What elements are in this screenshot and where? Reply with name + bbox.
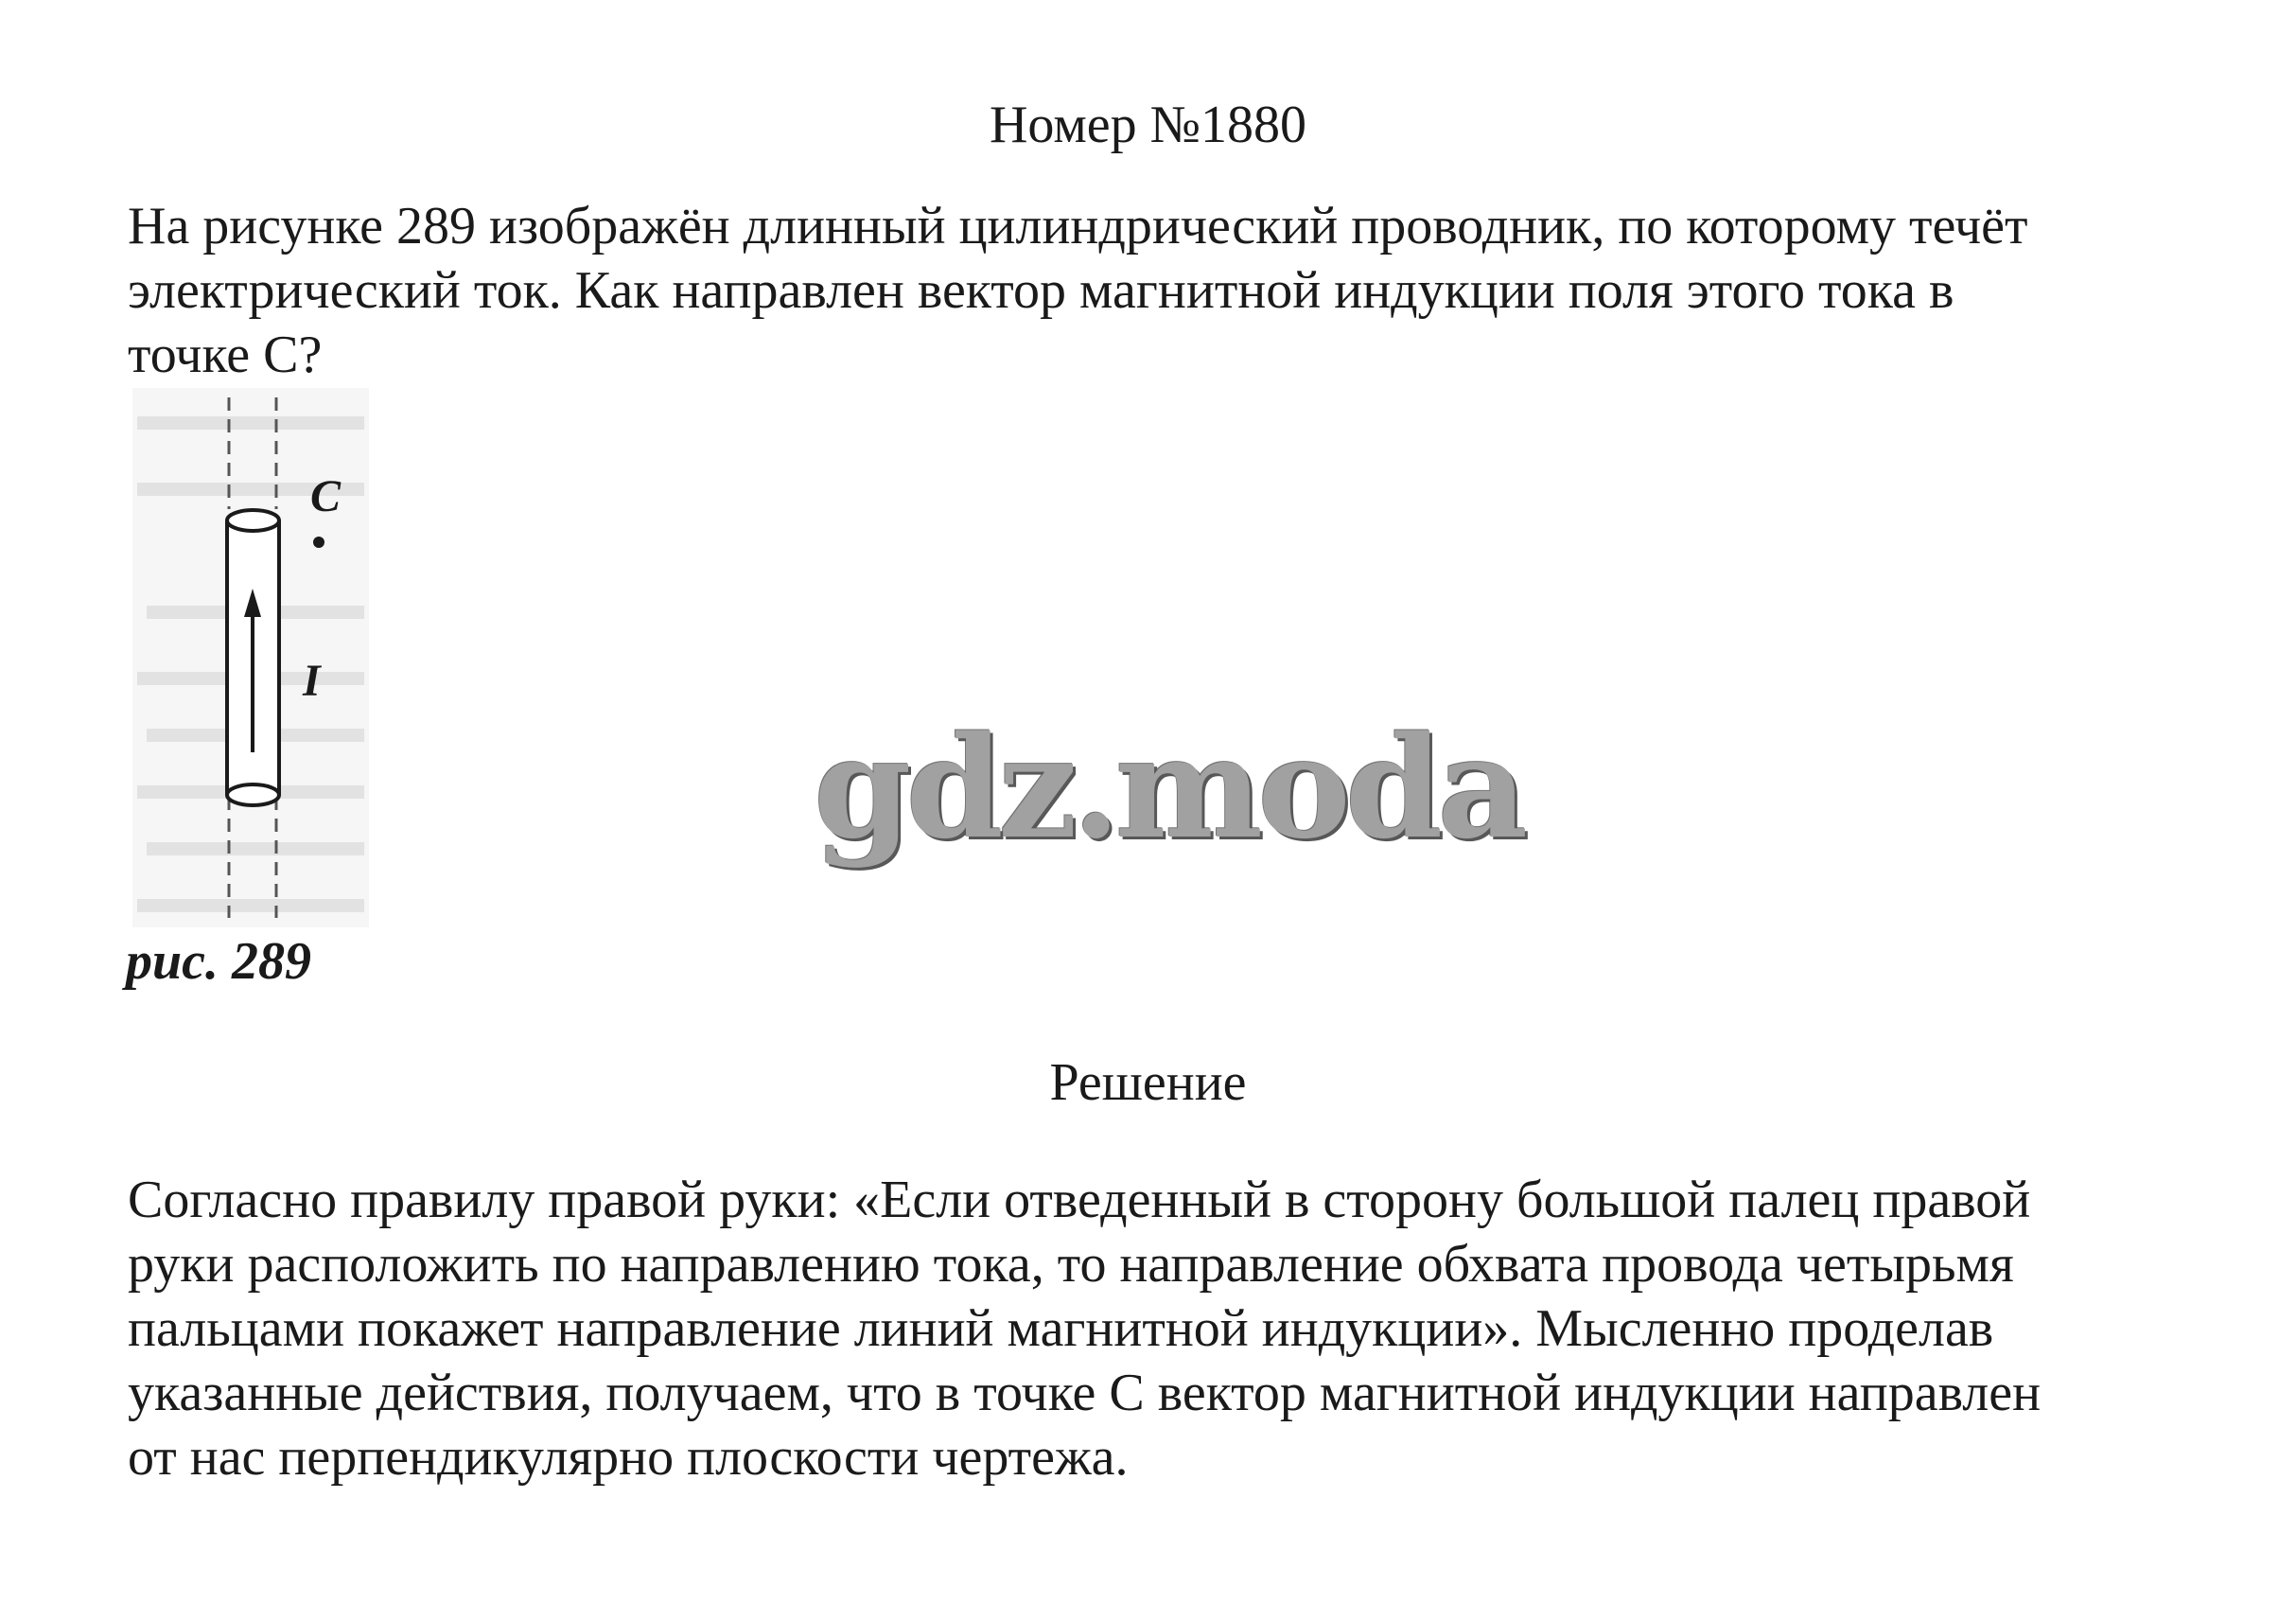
solution-line: пальцами покажет направление линий магнитной индукции». Мысленно проделав — [128, 1299, 1994, 1358]
figure-caption: рис. 289 — [126, 932, 311, 991]
solution-line: от нас перпендикулярно плоскости чертежа. — [128, 1428, 1129, 1487]
task-line: На рисунке 289 изображён длинный цилиндрический проводник, по которому течёт — [128, 197, 2028, 255]
page-title: Номер №1880 — [989, 96, 1307, 154]
task-text — [128, 194, 2228, 387]
solution-text — [128, 1168, 2266, 1489]
current-label: I — [303, 656, 321, 706]
point-c-label: C — [310, 471, 342, 521]
point-c-dot — [313, 537, 324, 548]
solution-line: Согласно правилу правой руки: «Если отведенный в сторону большой палец правой — [128, 1171, 2031, 1229]
solution-line: руки расположить по направлению тока, то направление обхвата провода четырьмя — [128, 1235, 2014, 1294]
solution-heading: Решение — [1049, 1053, 1247, 1112]
task-line: точке С? — [128, 326, 323, 384]
conductor-figure — [132, 388, 369, 927]
watermark-logo: gdz.moda — [814, 705, 1523, 870]
task-line: электрический ток. Как направлен вектор магнитной индукции поля этого тока в — [128, 261, 1954, 320]
conductor-diagram — [132, 388, 369, 927]
solution-line: указанные действия, получаем, что в точке С вектор магнитной индукции направлен — [128, 1364, 2042, 1422]
